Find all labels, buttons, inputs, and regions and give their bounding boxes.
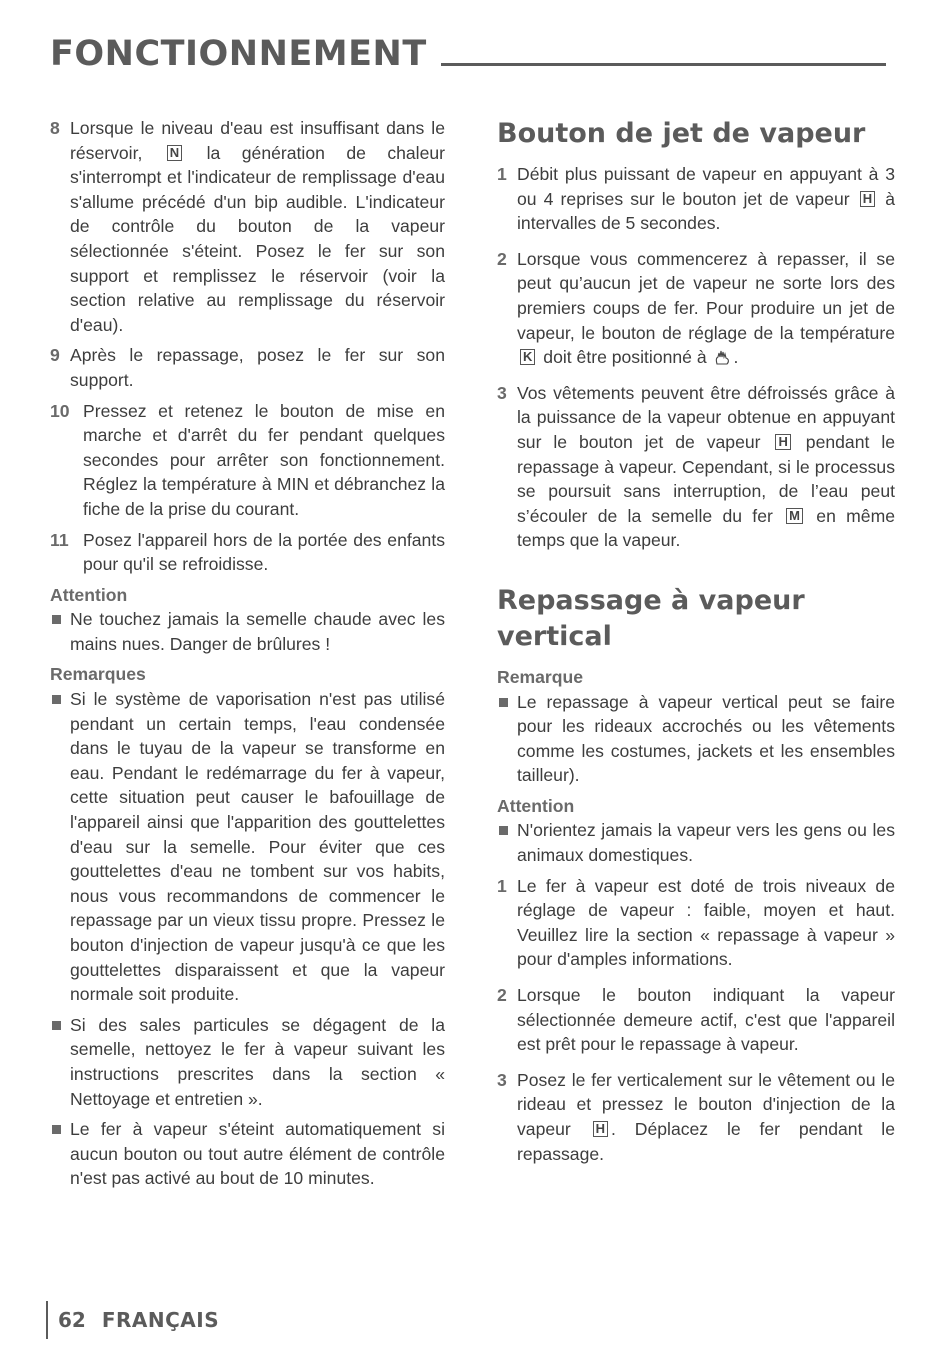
bullet-square-icon: [50, 687, 70, 1007]
step-text-part: à intervalles de 5 secondes.: [517, 188, 896, 234]
step-number: 9: [50, 345, 60, 366]
step-text-part: Lorsque le niveau d'eau est insuffisant dans le réservoir,: [70, 118, 445, 163]
step-text: Pressez et retenez le bouton de mise en marche et d'arrêt du fer pendant quelques secondes pour arrêter son fonctionnement. Réglez la température à MIN et débranchez la fiche de la prise du courant.: [83, 400, 445, 519]
key-label-h: H: [775, 434, 790, 450]
attention-label: Attention: [50, 584, 128, 605]
step-text-part: pendant le repassage à vapeur. Cependant, si le processus se poursuit sans interruption, de l’eau peut s’écouler de la semelle du fer: [517, 431, 896, 526]
bullet-text: Le repassage à vapeur vertical peut se faire pour les rideaux accrochés ou les vêtements comme les costumes, jackets et les ensembles tailleur).: [517, 691, 895, 786]
step-text: [70, 116, 445, 337]
footer-bar: [46, 1301, 48, 1339]
step-text-part: Posez le fer verticalement sur le vêtement ou le rideau et pressez le bouton d'injection de la vapeur: [517, 1069, 895, 1139]
key-label-h: H: [860, 191, 875, 207]
page-number: 62: [58, 1308, 86, 1332]
step-text: Après le repassage, posez le fer sur son support.: [70, 345, 445, 390]
step-text-part: en même temps que la vapeur.: [517, 505, 896, 551]
page-title: FONCTIONNEMENT: [50, 34, 427, 74]
step-text-part: doit être positionné à: [543, 347, 707, 368]
bullet-text: Si des sales particules se dégagent de la semelle, nettoyez le fer à vapeur suivant les instructions prescrites dans la section « Nettoyage et entretien ».: [70, 1014, 445, 1109]
page-footer: [46, 1300, 219, 1340]
step-number: 2: [497, 985, 507, 1006]
steam-step-3: [497, 381, 895, 553]
step-text: [517, 381, 895, 553]
remarque-bullet: [50, 1117, 445, 1191]
vertical-step-1: [497, 874, 895, 972]
steam-hand-icon: [713, 347, 733, 367]
key-label-h: H: [593, 1121, 608, 1137]
attention-label: Attention: [497, 795, 575, 816]
section-title-vertical-steam: Repassage à vapeur vertical: [497, 584, 805, 652]
bullet-text: Si le système de vaporisation n'est pas utilisé pendant un certain temps, l'eau condensée dans le tuyau de la vapeur se transforme en eau. Pendant le redémarrage du fer à vapeur, cette situation peut causer le bafouillage de l'appareil ainsi que l'apparition des gouttelettes d'eau sur la semelle. Pour éviter que ces gouttelettes d'eau ne tombent sur vos habits, nous vous recommandons de commencer le repassage par un vieux tissu propre. Pressez le bouton d'injection de vapeur jusqu'à ce que les gouttelettes disparaissent et que la vapeur normale soit produite.: [70, 689, 445, 1005]
remarque-bullet: [497, 690, 895, 788]
bullet-square-icon: [497, 690, 517, 788]
step-text-part: Vos vêtements peuvent être défroissés grâce à la puissance de la vapeur obtenue en appuyant sur le bouton jet de vapeur: [517, 382, 895, 452]
key-label-m: M: [786, 508, 803, 524]
bullet-square-icon: [497, 818, 517, 867]
step-number: 2: [497, 248, 507, 269]
step-number: 3: [497, 382, 507, 403]
step-text: [517, 247, 895, 370]
step-text: Lorsque le bouton indiquant la vapeur sélectionnée demeure actif, c'est que l'appareil est prêt pour le repassage à vapeur.: [517, 985, 895, 1055]
steam-step-2: [497, 247, 895, 370]
bullet-text: Le fer à vapeur s'éteint automatiquement si aucun bouton ou tout autre élément de contrôle n'est pas activé au bout de 10 minutes.: [70, 1119, 445, 1189]
page-header: [50, 26, 886, 74]
key-label-n: N: [167, 145, 182, 161]
step-8: [50, 116, 445, 337]
attention-bullet: [497, 818, 895, 867]
step-10: [50, 399, 445, 522]
remarques-label: Remarques: [50, 664, 146, 685]
bullet-square-icon: [50, 607, 70, 656]
section-title-steam-button: Bouton de jet de vapeur: [497, 118, 866, 149]
step-text-part: Lorsque vous commencerez à repasser, il se peut qu’aucun jet de vapeur ne sorte lors des premiers coups de fer. Pour produire un jet de vapeur, le bouton de réglage de la température: [517, 248, 895, 343]
right-column: [497, 116, 895, 1177]
step-text: Posez l'appareil hors de la portée des enfants pour qu'il se refroidisse.: [83, 529, 445, 575]
attention-bullet: [50, 607, 445, 656]
step-number: 11: [50, 529, 69, 550]
bullet-text: Ne touchez jamais la semelle chaude avec les mains nues. Danger de brûlures !: [70, 609, 445, 654]
steam-step-1: [497, 162, 895, 236]
step-number: 1: [497, 875, 507, 896]
step-11: [50, 528, 445, 577]
header-rule: [441, 63, 886, 66]
left-column: [50, 116, 445, 1197]
bullet-text: N'orientez jamais la vapeur vers les gens ou les animaux domestiques.: [517, 820, 895, 866]
step-text-part: Débit plus puissant de vapeur en appuyant à 3 ou 4 reprises sur le bouton jet de vapeur: [517, 164, 895, 209]
step-number: 8: [50, 118, 60, 138]
step-number: 1: [497, 164, 507, 184]
step-text-part: .: [733, 347, 739, 368]
remarque-label: Remarque: [497, 666, 584, 687]
remarque-bullet: [50, 687, 445, 1007]
step-number: 3: [497, 1069, 507, 1090]
key-label-k: K: [520, 349, 535, 365]
bullet-square-icon: [50, 1013, 70, 1111]
step-text-part: . Déplacez le fer pendant le repassage.: [517, 1119, 895, 1164]
step-text-part: la génération de chaleur s'interrompt et l'indicateur de remplissage d'eau s'allume précédé d'un bip audible. L'indicateur de contrôle du bouton de la vapeur sélectionnée s'éteint. Posez le fer sur son support et remplissez le réservoir (voir la section relative au remplissage du réservoir d'eau).: [70, 142, 446, 335]
vertical-step-3: [497, 1068, 895, 1166]
step-text: Le fer à vapeur est doté de trois niveaux de réglage de vapeur : faible, moyen et haut. Veuillez lire la section « repassage à vapeur » pour d'amples informations.: [517, 875, 895, 970]
bullet-square-icon: [50, 1117, 70, 1191]
step-number: 10: [50, 400, 70, 421]
remarque-bullet: [50, 1013, 445, 1111]
language-label: FRANÇAIS: [101, 1308, 220, 1332]
vertical-step-2: [497, 983, 895, 1057]
step-9: [50, 343, 445, 392]
step-text: [517, 162, 895, 236]
step-text: [517, 1068, 895, 1166]
